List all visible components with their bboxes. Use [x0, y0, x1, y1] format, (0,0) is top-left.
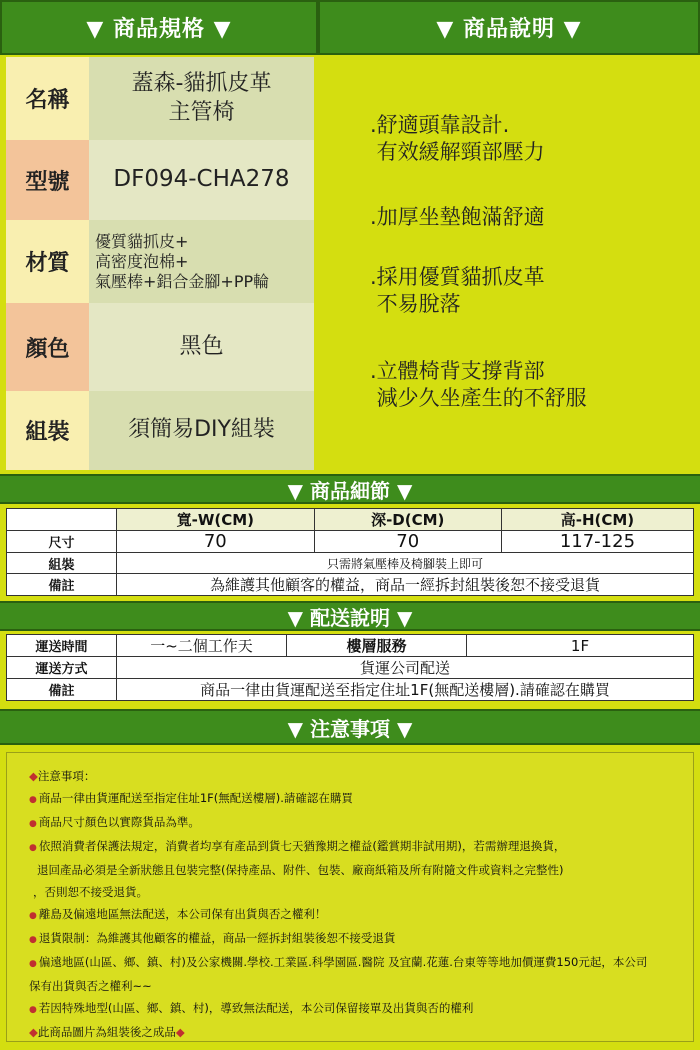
table-row	[7, 635, 694, 657]
empty-cell	[7, 509, 117, 531]
row-label-size: 尺寸	[7, 531, 117, 553]
spec-value-material: 優質貓抓皮+ 高密度泡棉+ 氣壓棒+鋁合金腳+PP輪	[89, 220, 314, 303]
notice-box	[6, 752, 694, 1042]
spec-row-name	[6, 57, 314, 140]
spec-label-assembly: 組裝	[6, 391, 89, 470]
spec-label-model: 型號	[6, 140, 89, 220]
remark-note: 為維護其他顧客的權益，商品一經拆封組裝後恕不接受退貨	[117, 574, 694, 596]
row-label-remark: 備註	[7, 574, 117, 596]
col-header-height: 高-H(CM)	[501, 509, 693, 531]
notice-line: ● 若因特殊地型(山區、鄉、鎮、村)，導致無法配送，本公司保留接單及出貨與否的權利	[29, 1001, 474, 1015]
delivery-method: 貨運公司配送	[117, 657, 694, 679]
spec-value-assembly: 須簡易DIY組裝	[89, 391, 314, 470]
size-height: 117-125	[501, 531, 693, 553]
table-row	[7, 679, 694, 701]
diamond-icon: ◆	[29, 769, 38, 783]
floor-service-label: 樓層服務	[287, 635, 467, 657]
spec-label-color: 顏色	[6, 303, 89, 391]
spec-label-name: 名稱	[6, 57, 89, 140]
table-row	[7, 657, 694, 679]
notice-line: ● 依照消費者保護法規定，消費者均享有產品到貨七天猶豫期之權益(鑑賞期非試用期)，若需辦理退換貨，	[29, 839, 566, 853]
delivery-header: ▼ 配送說明 ▼	[0, 601, 700, 631]
delivery-remark: 商品一律由貨運配送至指定住址1F(無配送樓層).請確認在購買	[117, 679, 694, 701]
bullet-icon: ●	[29, 843, 37, 853]
bullet-icon: ●	[29, 1005, 37, 1015]
notice-line: ◆注意事項：	[29, 769, 96, 783]
bullet-icon: ●	[29, 795, 37, 805]
notice-line: ● 偏遠地區(山區、鄉、鎮、村)及公家機關.學校.工業區.科學園區.醫院 及宜蘭.花蓮.台東等等地加價運費150元起，本公司	[29, 955, 648, 969]
bullet-icon: ●	[29, 819, 37, 829]
details-header: ▼ 商品細節 ▼	[0, 474, 700, 504]
col-header-depth: 深-D(CM)	[314, 509, 501, 531]
notice-line: ● 離島及偏遠地區無法配送，本公司保有出貨與否之權利！	[29, 907, 327, 921]
spec-value-name: 蓋森-貓抓皮革 主管椅	[89, 57, 314, 140]
notice-line: 保有出貨與否之權利~~	[29, 979, 152, 993]
description-item: .加厚坐墊飽滿舒適	[370, 205, 545, 229]
floor-service-value: 1F	[467, 635, 694, 657]
row-label-time: 運送時間	[7, 635, 117, 657]
description-header: ▼ 商品說明 ▼	[318, 0, 700, 55]
details-table	[6, 508, 694, 596]
bullet-icon: ●	[29, 935, 37, 945]
col-header-width: 寬-W(CM)	[117, 509, 315, 531]
spec-value-model: DF094-CHA278	[89, 140, 314, 220]
notice-line: ● 商品尺寸顏色以實際貨品為準。	[29, 815, 200, 829]
row-label-assembly: 組裝	[7, 553, 117, 574]
spec-row-assembly	[6, 391, 314, 470]
table-row	[7, 509, 694, 531]
assembly-note: 只需將氣壓棒及椅腳裝上即可	[117, 553, 694, 574]
description-item: .立體椅背支撐背部 減少久坐產生的不舒服	[370, 359, 587, 411]
size-width: 70	[117, 531, 315, 553]
description-item: .舒適頭靠設計. 有效緩解頸部壓力	[370, 113, 545, 165]
spec-row-model	[6, 140, 314, 220]
row-label-remark: 備註	[7, 679, 117, 701]
table-row	[7, 574, 694, 596]
size-depth: 70	[314, 531, 501, 553]
delivery-time: 一~二個工作天	[117, 635, 287, 657]
notice-line: ，否則恕不接受退貨。	[33, 885, 148, 899]
table-row	[7, 553, 694, 574]
diamond-icon: ◆	[29, 1025, 38, 1039]
bullet-icon: ●	[29, 911, 37, 921]
notice-line: 退回產品必須是全新狀態且包裝完整(保持產品、附件、包裝、廠商紙箱及所有附隨文件或資料之完整性)	[37, 863, 564, 877]
diamond-icon: ◆	[175, 1025, 185, 1039]
spec-row-material	[6, 220, 314, 303]
notice-line: ● 商品一律由貨運配送至指定住址1F(無配送樓層).請確認在購買	[29, 791, 353, 805]
bullet-icon: ●	[29, 959, 37, 969]
notice-line: ● 退貨限制：為維護其他顧客的權益，商品一經拆封組裝後恕不接受退貨	[29, 931, 396, 945]
spec-value-color: 黑色	[89, 303, 314, 391]
spec-header: ▼ 商品規格 ▼	[0, 0, 318, 55]
row-label-method: 運送方式	[7, 657, 117, 679]
notice-line: ◆此商品圖片為組裝後之成品◆	[29, 1025, 185, 1039]
notice-header: ▼ 注意事項 ▼	[0, 709, 700, 745]
spec-label-material: 材質	[6, 220, 89, 303]
spec-row-color	[6, 303, 314, 391]
table-row	[7, 531, 694, 553]
description-item: .採用優質貓抓皮革 不易脫落	[370, 265, 545, 317]
delivery-table	[6, 634, 694, 701]
